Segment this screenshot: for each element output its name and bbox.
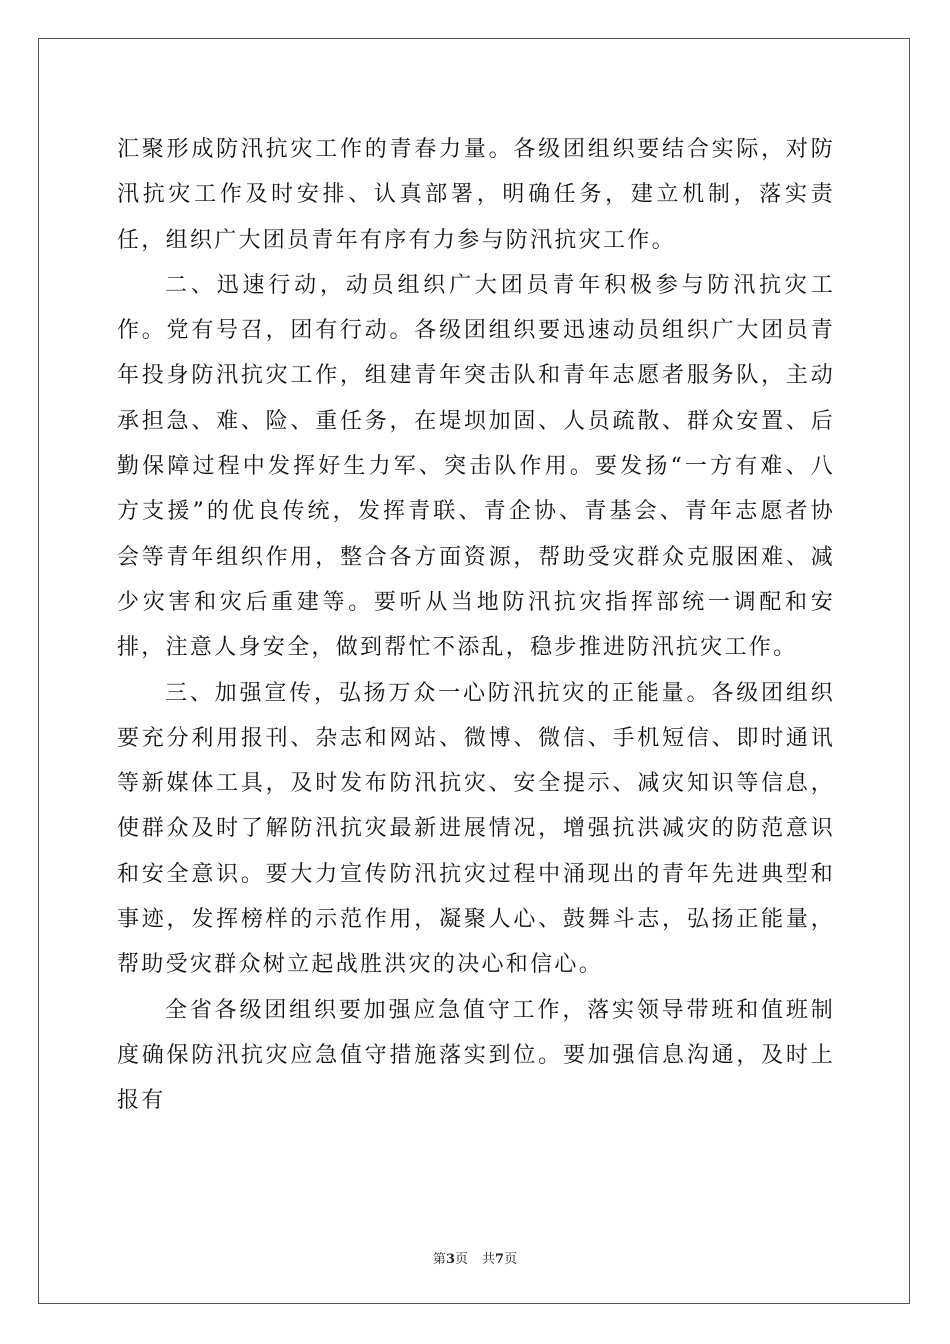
page-number-label: 第3页 [432, 1252, 468, 1267]
document-body [117, 127, 835, 1124]
page-footer [0, 1248, 950, 1267]
paragraph-continuation: 汇聚形成防汛抗灾工作的青春力量。各级团组织要结合实际，对防汛抗灾工作及时安排、认真部署，明确任务，建立机制，落实责任，组织广大团员青年有序有力参与防汛抗灾工作。 [117, 137, 835, 253]
paragraph-duty: 全省各级团组织要加强应急值守工作，落实领导带班和值班制度确保防汛抗灾应急值守措施落实到位。要加强信息沟通，及时上报有 [117, 997, 835, 1114]
page-total: 7 [495, 1252, 505, 1267]
paragraph-section-three: 三、加强宣传，弘扬万众一心防汛抗灾的正能量。各级团组织要充分利用报刊、杂志和网站、微博、微信、手机短信、即时通讯等新媒体工具，及时发布防汛抗灾、安全提示、减灾知识等信息，使群众及时了解防汛抗灾最新进展情况，增强抗洪减灾的防范意识和安全意识。要大力宣传防汛抗灾过程中涌现出的青年先进典型和事迹，发挥榜样的示范作用，凝聚人心、鼓舞斗志，弘扬正能量，帮助受灾群众树立起战胜洪灾的决心和信心。 [117, 680, 835, 978]
page-total-label: 共7页 [482, 1252, 518, 1267]
page-current: 3 [445, 1252, 455, 1267]
paragraph-section-two: 二、迅速行动，动员组织广大团员青年积极参与防汛抗灾工作。党有号召，团有行动。各级团组织要迅速动员组织广大团员青年投身防汛抗灾工作，组建青年突击队和青年志愿者服务队，主动承担急、难、险、重任务，在堤坝加固、人员疏散、群众安置、后勤保障过程中发挥好生力军、突击队作用。要发扬“一方有难、八方支援”的优良传统，发挥青联、青企协、青基会、青年志愿者协会等青年组织作用，整合各方面资源，帮助受灾群众克服困难、减少灾害和灾后重建等。要听从当地防汛抗灾指挥部统一调配和安排，注意人身安全，做到帮忙不添乱，稳步推进防汛抗灾工作。 [117, 272, 835, 661]
